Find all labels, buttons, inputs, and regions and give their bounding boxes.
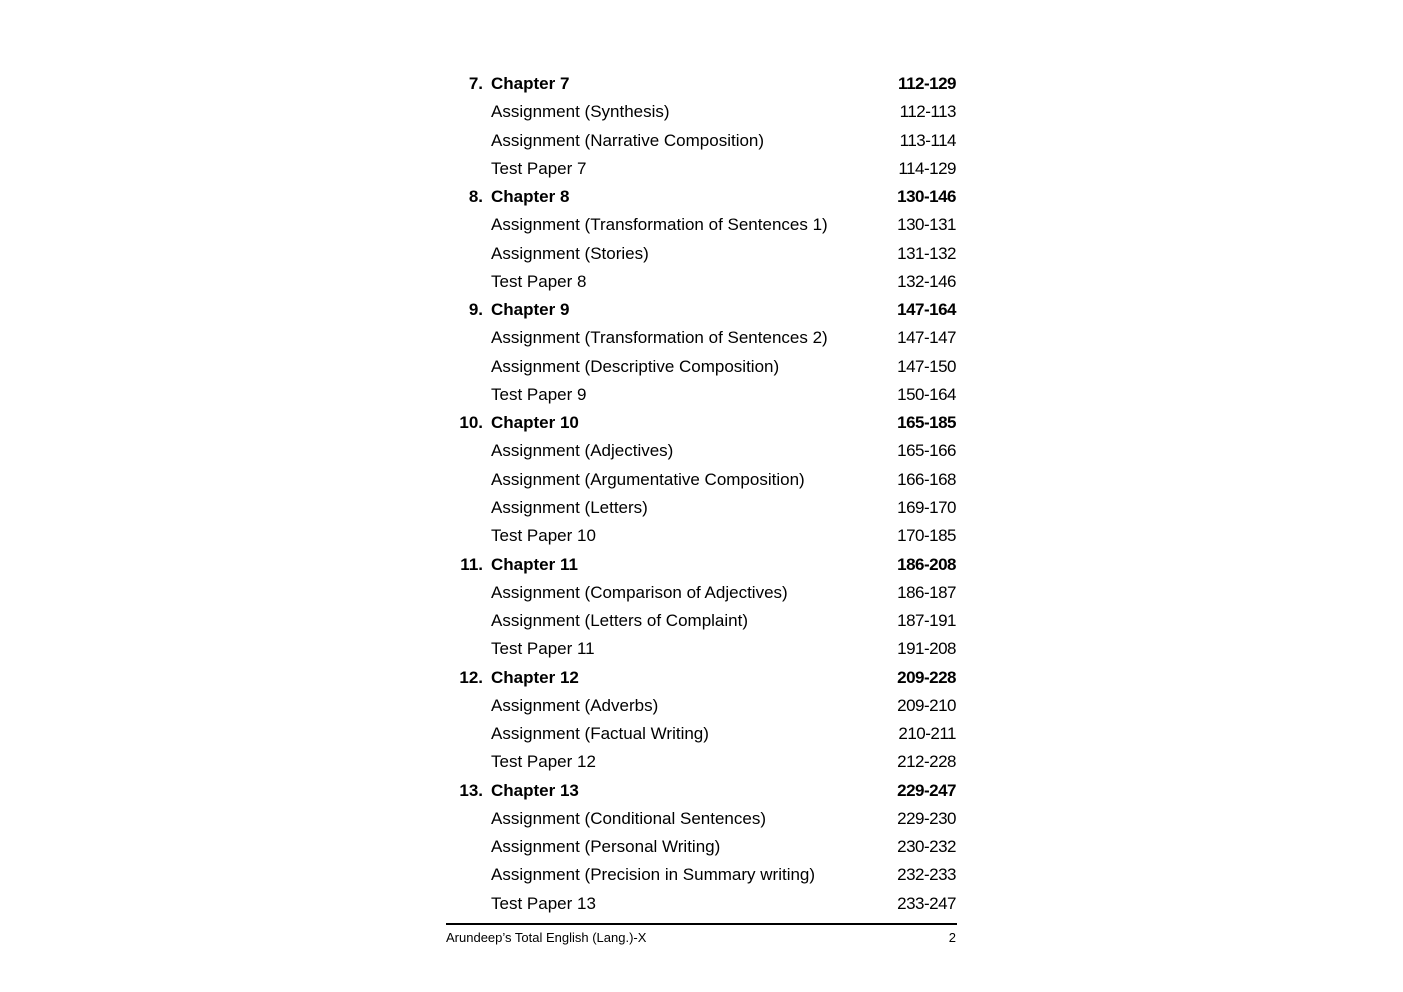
chapter-pages: 130-146 <box>897 187 956 207</box>
toc-entry <box>446 581 957 609</box>
chapter-row <box>446 779 957 807</box>
entry-title: Test Paper 12 <box>491 752 596 772</box>
toc-entry <box>446 496 957 524</box>
chapter-pages: 165-185 <box>897 413 956 433</box>
chapter-pages: 186-208 <box>897 554 956 574</box>
entry-pages: 131-132 <box>897 243 956 263</box>
chapter-number: 12. <box>459 667 483 687</box>
entry-pages: 210-211 <box>898 724 956 744</box>
toc-entry <box>446 892 957 920</box>
chapter-title: Chapter 10 <box>491 413 579 433</box>
toc-entry <box>446 807 957 835</box>
toc-entry <box>446 383 957 411</box>
entry-pages: 130-131 <box>897 215 956 235</box>
footer-divider <box>446 923 957 925</box>
toc-entry <box>446 355 957 383</box>
toc-entry <box>446 637 957 665</box>
chapter-pages: 209-228 <box>897 667 956 687</box>
entry-pages: 166-168 <box>897 469 956 489</box>
footer-page-number: 2 <box>948 930 956 945</box>
entry-title: Test Paper 10 <box>491 526 596 546</box>
chapter-number: 13. <box>459 780 483 800</box>
entry-title: Assignment (Transformation of Sentences 2) <box>491 328 828 348</box>
entry-pages: 147-150 <box>897 356 956 376</box>
entry-pages: 186-187 <box>897 582 956 602</box>
toc-entry <box>446 242 957 270</box>
chapter-row <box>446 411 957 439</box>
table-of-contents <box>446 72 957 920</box>
entry-pages: 209-210 <box>897 695 956 715</box>
chapter-number: 8. <box>468 187 483 207</box>
chapter-number: 7. <box>468 74 483 93</box>
toc-entry <box>446 524 957 552</box>
chapter-title: Chapter 9 <box>491 300 570 320</box>
entry-title: Test Paper 9 <box>491 384 587 404</box>
entry-title: Test Paper 7 <box>491 158 587 178</box>
chapter-row <box>446 185 957 213</box>
entry-title: Assignment (Transformation of Sentences 1) <box>491 215 828 235</box>
chapter-row <box>446 72 957 100</box>
entry-pages: 230-232 <box>897 837 956 857</box>
entry-title: Assignment (Synthesis) <box>491 102 670 122</box>
entry-title: Assignment (Letters) <box>491 497 648 517</box>
entry-title: Test Paper 8 <box>491 271 587 291</box>
chapter-pages: 112-129 <box>898 74 956 93</box>
entry-pages: 232-233 <box>897 865 956 885</box>
entry-title: Assignment (Factual Writing) <box>491 724 709 744</box>
entry-pages: 170-185 <box>897 526 956 546</box>
chapter-title: Chapter 8 <box>491 187 570 207</box>
entry-title: Assignment (Conditional Sentences) <box>491 808 766 828</box>
chapter-pages: 229-247 <box>897 780 956 800</box>
chapter-pages: 147-164 <box>897 300 956 320</box>
entry-title: Assignment (Personal Writing) <box>491 837 721 857</box>
toc-entry <box>446 694 957 722</box>
entry-pages: 229-230 <box>897 808 956 828</box>
chapter-number: 10. <box>459 413 483 433</box>
entry-pages: 147-147 <box>897 328 956 348</box>
toc-entry <box>446 863 957 891</box>
toc-entry <box>446 750 957 778</box>
chapter-title: Chapter 13 <box>491 780 579 800</box>
entry-pages: 112-113 <box>899 102 956 122</box>
entry-pages: 114-129 <box>898 158 956 178</box>
toc-entry <box>446 835 957 863</box>
entry-pages: 113-114 <box>899 130 956 150</box>
entry-pages: 150-164 <box>897 384 956 404</box>
chapter-title: Chapter 12 <box>491 667 579 687</box>
entry-pages: 187-191 <box>897 611 956 631</box>
entry-title: Assignment (Adverbs) <box>491 695 659 715</box>
entry-title: Test Paper 13 <box>491 893 596 913</box>
toc-entry <box>446 270 957 298</box>
entry-pages: 233-247 <box>897 893 956 913</box>
toc-entry <box>446 157 957 185</box>
chapter-row <box>446 553 957 581</box>
chapter-number: 9. <box>468 300 483 320</box>
toc-entry <box>446 722 957 750</box>
entry-title: Assignment (Comparison of Adjectives) <box>491 582 788 602</box>
entry-title: Assignment (Adjectives) <box>491 441 674 461</box>
entry-pages: 132-146 <box>897 271 956 291</box>
entry-title: Assignment (Stories) <box>491 243 649 263</box>
entry-pages: 191-208 <box>897 639 956 659</box>
toc-entry <box>446 468 957 496</box>
toc-entry <box>446 439 957 467</box>
toc-entry <box>446 100 957 128</box>
footer-book-title: Arundeep’s Total English (Lang.)-X <box>446 930 647 945</box>
entry-title: Assignment (Descriptive Composition) <box>491 356 780 376</box>
chapter-title: Chapter 7 <box>491 74 570 93</box>
entry-title: Assignment (Letters of Complaint) <box>491 611 748 631</box>
entry-title: Assignment (Narrative Composition) <box>491 130 765 150</box>
entry-title: Assignment (Precision in Summary writing) <box>491 865 816 885</box>
toc-entry <box>446 213 957 241</box>
toc-entry <box>446 129 957 157</box>
chapter-number: 11. <box>460 554 483 574</box>
toc-entry <box>446 326 957 354</box>
chapter-title: Chapter 11 <box>491 554 578 574</box>
entry-pages: 169-170 <box>897 497 956 517</box>
toc-entry <box>446 609 957 637</box>
entry-title: Test Paper 11 <box>491 639 595 659</box>
chapter-row <box>446 298 957 326</box>
entry-title: Assignment (Argumentative Composition) <box>491 469 805 489</box>
entry-pages: 165-166 <box>897 441 956 461</box>
chapter-row <box>446 666 957 694</box>
entry-pages: 212-228 <box>897 752 956 772</box>
